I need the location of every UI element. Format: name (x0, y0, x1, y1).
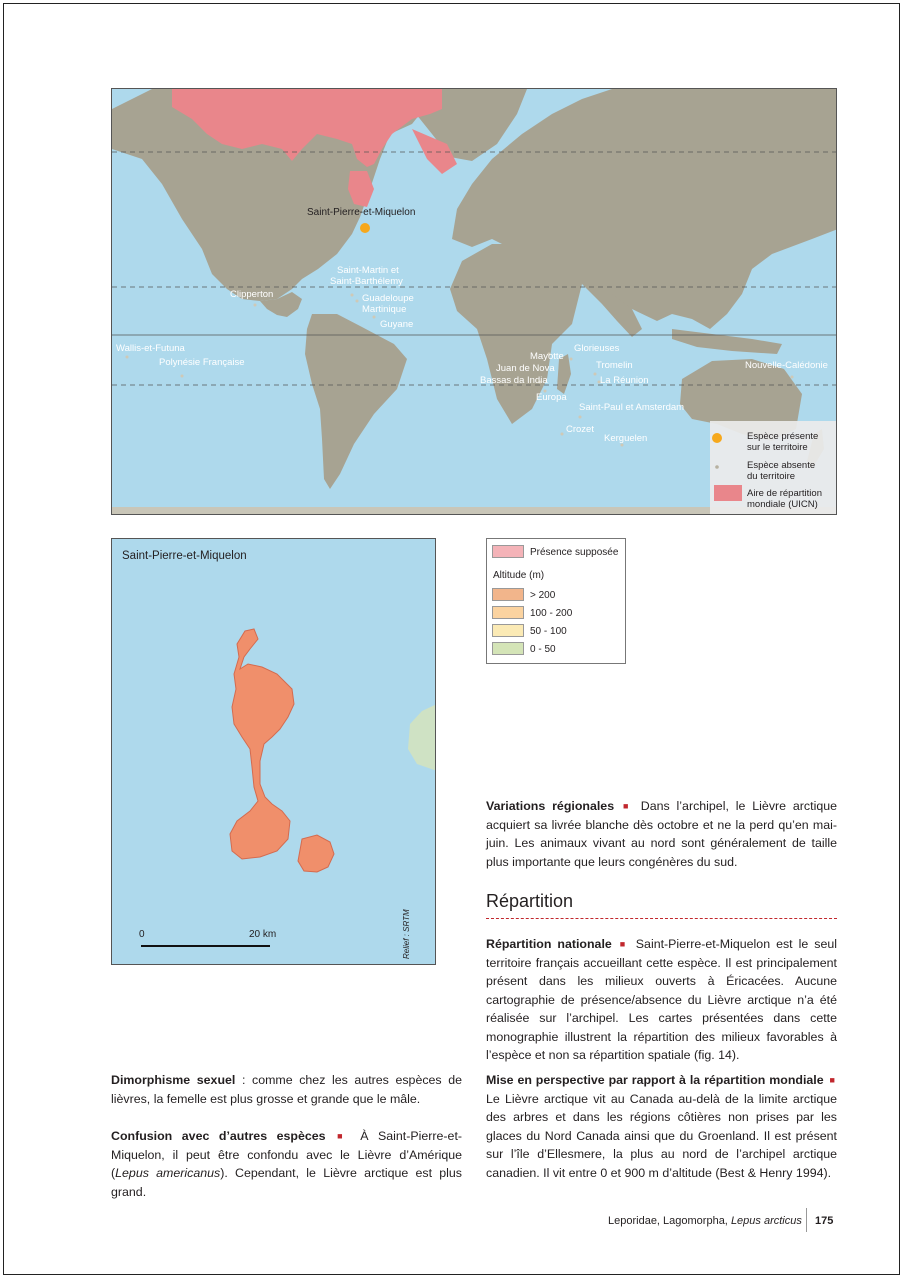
variations-paragraph (486, 797, 837, 871)
scale-start: 0 (139, 929, 145, 940)
inset-map-title: Saint-Pierre-et-Miquelon (122, 550, 247, 562)
label-wallis: Wallis-et-Futuna (116, 343, 185, 354)
label-polynesie: Polynésie Française (159, 357, 245, 368)
label-saint-martin-1: Saint-Martin et (337, 265, 399, 276)
label-guyane: Guyane (380, 319, 414, 330)
legend-range-line2: mondiale (UICN) (747, 499, 818, 510)
legend-present-line1: Espèce présente (747, 431, 819, 442)
label-saint-martin-2: Saint-Barthélemy (330, 276, 403, 287)
mondiale-paragraph (486, 1071, 837, 1182)
label-reunion: La Réunion (600, 375, 649, 386)
confusion-species: Lepus americanus (115, 1166, 221, 1180)
label-europa: Europa (536, 392, 567, 403)
confusion-lead: Confusion avec d’autres espèces (111, 1129, 326, 1143)
footer-divider (806, 1208, 807, 1232)
variations-body: Dans l’archipel, le Lièvre arctique acquiert sa livrée blanche dès octobre et ne la perd qu’en mai-juin. Les animaux vivant au nord sont généralement de taille plus importante que leurs congénères du sud. (486, 799, 838, 869)
legend-absent-line2: du territoire (747, 471, 796, 482)
dimorphisme-body: : comme chez les autres espèces de lièvres, la femelle est plus grosse et grande que le mâle. (111, 1073, 462, 1106)
inset-map-graphic (112, 539, 436, 965)
label-juan-de-nova: Juan de Nova (496, 363, 555, 374)
presence-swatch (492, 545, 524, 558)
inset-legend (486, 538, 626, 664)
absent-marker-icon (710, 460, 724, 474)
nationale-paragraph (486, 935, 837, 1065)
altitude-swatch-4 (492, 642, 524, 655)
bullet-square-icon: ■ (829, 1075, 835, 1085)
nationale-body: Saint-Pierre-et-Miquelon est le seul territoire français accueillant cette espèce. Il est principalement présent dans les milieux ouverts à Éricacées. Aucune cartographie de présence/absence du Lièvre arctique n’a été réalisée sur l’archipel. Les cartes présentées dans cette monographie illustrent la répartition des milieux favorables à l’espèce et non sa répartition spatiale (fig. 14). (486, 937, 837, 1062)
label-saint-paul: Saint-Paul et Amsterdam (579, 402, 685, 413)
repartition-heading: Répartition (486, 891, 574, 911)
mondiale-lead: Mise en perspective par rapport à la répartition mondiale (486, 1073, 824, 1087)
dimorphisme-lead: Dimorphisme sexuel (111, 1073, 236, 1087)
bullet-square-icon: ■ (619, 939, 628, 949)
label-crozet: Crozet (566, 424, 594, 435)
label-saint-pierre: Saint-Pierre-et-Miquelon (307, 207, 416, 218)
label-mayotte: Mayotte (530, 351, 564, 362)
presence-label: Présence supposée (530, 547, 619, 558)
bullet-square-icon: ■ (337, 1131, 349, 1141)
confusion-body-2: ). Cependant, le Lièvre arctique est plus grand. (111, 1166, 462, 1199)
nationale-lead: Répartition nationale (486, 937, 612, 951)
confusion-paragraph (111, 1127, 462, 1201)
altitude-title: Altitude (m) (493, 570, 545, 581)
world-map-legend (710, 421, 837, 515)
inset-map (111, 538, 436, 965)
altitude-class-4: 0 - 50 (530, 644, 556, 655)
label-glorieuses: Glorieuses (574, 343, 620, 354)
label-clipperton: Clipperton (230, 289, 274, 300)
altitude-swatch-2 (492, 606, 524, 619)
label-martinique: Martinique (362, 304, 407, 315)
bullet-square-icon: ■ (622, 801, 632, 811)
confusion-body-1: À Saint-Pierre-et-Miquelon, il peut être confondu avec le Lièvre d’Amérique ( (111, 1129, 463, 1180)
footer-taxonomy-text: Leporidae, Lagomorpha, (608, 1215, 731, 1227)
mondiale-body: Le Lièvre arctique vit au Canada au-delà de la limite arctique des arbres et dans les régions côtières non prises par les glaces du Nord Canada ainsi que du Groenland. Il est présent sur l’île d’Ellesmere, la plus au nord de l’archipel arctique canadien. Il vit entre 0 et 900 m d’altitude (Best & Henry 1994). (486, 1091, 837, 1180)
scale-bar (141, 945, 270, 947)
range-swatch-icon (714, 485, 742, 501)
altitude-class-1: > 200 (530, 590, 556, 601)
label-bassas: Bassas da India (480, 375, 548, 386)
page-number: 175 (815, 1215, 834, 1227)
legend-present-line2: sur le territoire (747, 442, 808, 453)
legend-range-line1: Aire de répartition (747, 488, 822, 499)
present-marker-icon (710, 431, 724, 445)
variations-lead: Variations régionales (486, 799, 615, 813)
footer-taxonomy (608, 1215, 802, 1227)
section-divider (486, 918, 837, 919)
altitude-swatch-3 (492, 624, 524, 637)
label-guadeloupe: Guadeloupe (362, 293, 414, 304)
altitude-swatch-1 (492, 588, 524, 601)
scale-end: 20 km (249, 929, 277, 940)
altitude-class-2: 100 - 200 (530, 608, 573, 619)
label-nouvelle-caledonie: Nouvelle-Calédonie (745, 360, 828, 371)
label-tromelin: Tromelin (596, 360, 633, 371)
label-kerguelen: Kerguelen (604, 433, 648, 444)
world-map (111, 88, 837, 515)
altitude-class-3: 50 - 100 (530, 626, 567, 637)
dimorphisme-paragraph (111, 1071, 462, 1108)
relief-credit: Relief : SRTM (402, 909, 411, 959)
legend-absent-line1: Espèce absente (747, 460, 816, 471)
footer-species: Lepus arcticus (730, 1215, 802, 1227)
